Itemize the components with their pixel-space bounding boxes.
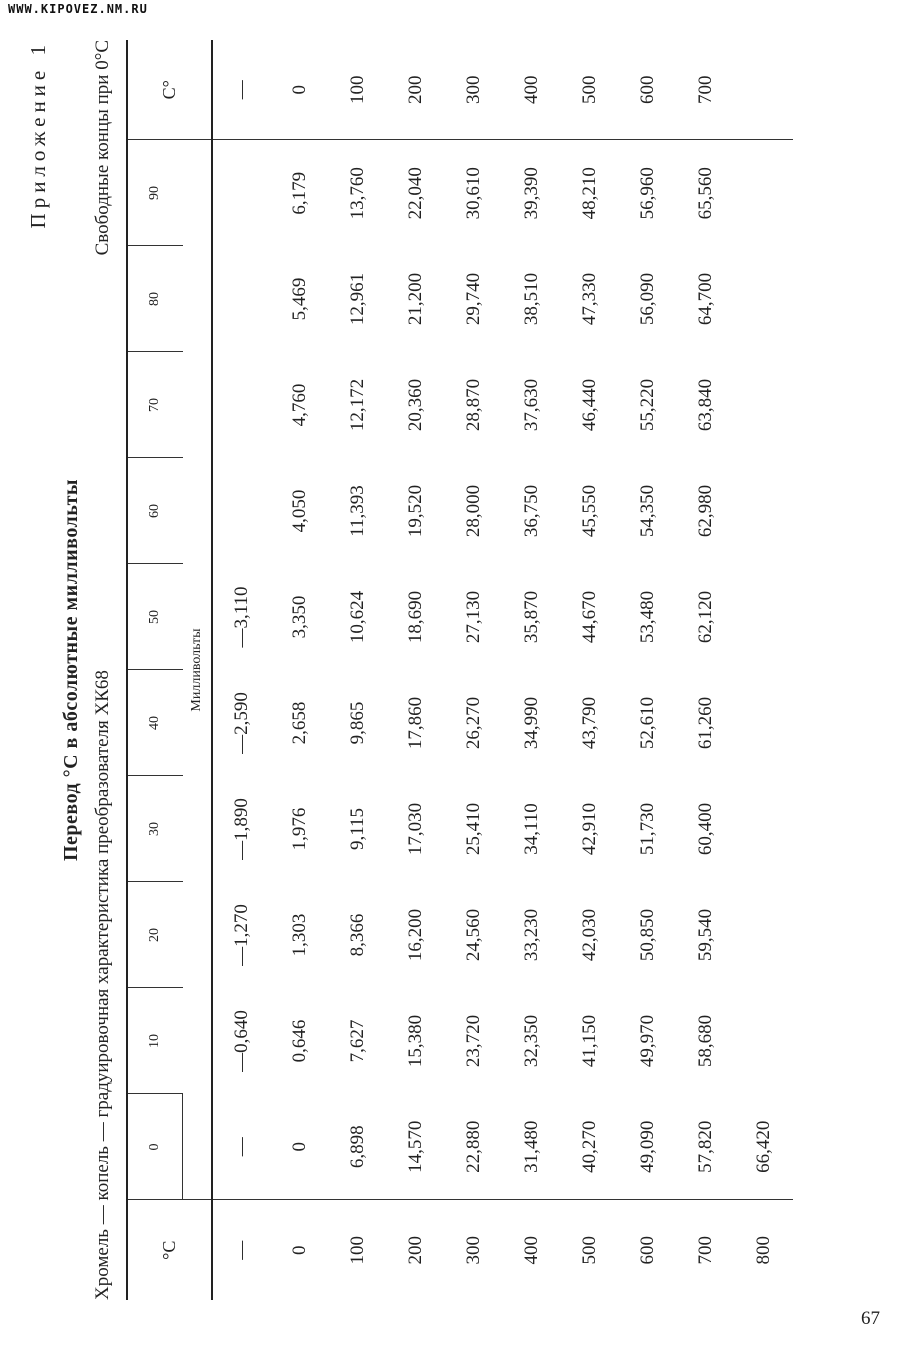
table-cell xyxy=(735,882,793,988)
table-cell: 8,366 xyxy=(347,913,368,957)
table-cell: 30,610 xyxy=(463,167,484,220)
table-cell: —0,640 xyxy=(212,988,271,1094)
table-cell xyxy=(735,776,793,882)
table-cell: 23,720 xyxy=(463,1014,484,1068)
table-cell: 55,220 xyxy=(637,378,658,432)
table-cell: 20,360 xyxy=(405,378,426,432)
table-cell: 34,990 xyxy=(521,696,542,750)
table-cell xyxy=(212,246,271,352)
table-cell: 18,690 xyxy=(405,590,426,644)
table-cell: 52,610 xyxy=(637,696,658,750)
table-cell: 36,750 xyxy=(521,484,542,538)
row-label-right: 0 xyxy=(271,40,329,140)
units-label: Милливольты xyxy=(183,140,213,1200)
table-cell: 19,520 xyxy=(405,484,426,538)
table-cell: —2,590 xyxy=(212,670,271,776)
table-row xyxy=(329,40,387,1300)
header-row xyxy=(127,40,183,1300)
table-cell: 22,040 xyxy=(405,167,426,220)
table-cell: 16,200 xyxy=(405,908,426,962)
table-cell: 0 xyxy=(289,1142,310,1152)
table-cell: 64,700 xyxy=(695,272,716,326)
row-label-right: 300 xyxy=(445,40,503,140)
table-cell: 56,960 xyxy=(637,167,658,220)
table-cell: 0,646 xyxy=(289,1019,310,1063)
row-label-right: 200 xyxy=(387,40,445,140)
table-cell: 27,130 xyxy=(463,590,484,644)
table-cell: —1,270 xyxy=(212,882,271,988)
table-cell: 17,030 xyxy=(405,802,426,856)
table-cell: 15,380 xyxy=(405,1014,426,1068)
table-body xyxy=(212,40,793,1300)
table-cell xyxy=(212,352,271,458)
table-cell: 56,090 xyxy=(637,272,658,326)
table-cell: 4,050 xyxy=(289,489,310,533)
row-label: 100 xyxy=(329,1200,387,1300)
table-row xyxy=(271,40,329,1300)
table-cell: 6,179 xyxy=(289,171,310,215)
table-cell: 54,350 xyxy=(637,484,658,538)
column-header: 10 xyxy=(127,988,183,1094)
table-cell: 49,090 xyxy=(637,1120,658,1173)
table-cell: 48,210 xyxy=(579,167,600,220)
table-cell: 35,870 xyxy=(521,590,542,644)
table-cell: 14,570 xyxy=(405,1120,426,1173)
column-header: 60 xyxy=(127,458,183,564)
row-label-right: 100 xyxy=(329,40,387,140)
appendix-label: Приложение 1 xyxy=(26,40,50,229)
table-row xyxy=(212,40,271,1300)
table-cell: 10,624 xyxy=(347,590,368,644)
table-cell: 42,030 xyxy=(579,908,600,962)
table-cell: 37,630 xyxy=(521,378,542,432)
row-label: 800 xyxy=(735,1200,793,1300)
row-label-right: 400 xyxy=(503,40,561,140)
table-cell xyxy=(735,564,793,670)
row-label: 200 xyxy=(387,1200,445,1300)
table-row xyxy=(619,40,677,1300)
row-label-right xyxy=(735,40,793,140)
site-url: WWW.KIPOVEZ.NM.RU xyxy=(8,2,148,16)
table-cell: 9,115 xyxy=(347,807,368,851)
table-cell: 11,393 xyxy=(347,485,368,537)
table-cell: 46,440 xyxy=(579,378,600,432)
table-cell: 21,200 xyxy=(405,272,426,326)
table-cell: 28,870 xyxy=(463,378,484,432)
table-cell: 59,540 xyxy=(695,908,716,962)
row-label-right: 600 xyxy=(619,40,677,140)
table-cell: 63,840 xyxy=(695,378,716,432)
row-label-right: 700 xyxy=(677,40,735,140)
conversion-table xyxy=(126,40,793,1300)
table-cell xyxy=(735,988,793,1094)
table-cell: 13,760 xyxy=(347,167,368,220)
table-cell: 39,390 xyxy=(521,167,542,220)
table-cell: — xyxy=(212,1094,271,1200)
table-row xyxy=(387,40,445,1300)
table-cell: 17,860 xyxy=(405,696,426,750)
column-header: 80 xyxy=(127,246,183,352)
table-title: Перевод °С в абсолютные милливольты xyxy=(60,478,82,862)
table-cell: 66,420 xyxy=(753,1120,774,1173)
table-cell: 65,560 xyxy=(695,167,716,220)
table-cell: 26,270 xyxy=(463,696,484,750)
table-cell: 29,740 xyxy=(463,272,484,326)
table-cell: 22,880 xyxy=(463,1120,484,1173)
table-cell: 34,110 xyxy=(521,803,542,855)
table-cell: 57,820 xyxy=(695,1120,716,1173)
rotated-page-content xyxy=(26,40,886,1300)
table-cell: 12,961 xyxy=(347,272,368,326)
row-label: 500 xyxy=(561,1200,619,1300)
table-cell: 45,550 xyxy=(579,484,600,538)
table-cell: 1,303 xyxy=(289,913,310,957)
table-cell xyxy=(212,140,271,246)
table-cell: 61,260 xyxy=(695,696,716,750)
table-cell: 58,680 xyxy=(695,1014,716,1068)
table-cell: 42,910 xyxy=(579,802,600,856)
table-cell xyxy=(735,140,793,246)
table-cell: 32,350 xyxy=(521,1014,542,1068)
row-label: 600 xyxy=(619,1200,677,1300)
table-cell: 62,120 xyxy=(695,590,716,644)
table-row xyxy=(503,40,561,1300)
units-row xyxy=(183,40,213,1300)
table-cell: 24,560 xyxy=(463,908,484,962)
column-header: 50 xyxy=(127,564,183,670)
table-cell: 33,230 xyxy=(521,908,542,962)
table-cell: 44,670 xyxy=(579,590,600,644)
row-label-right: — xyxy=(212,40,271,140)
table-cell: 60,400 xyxy=(695,802,716,856)
table-cell: 12,172 xyxy=(347,378,368,432)
table-cell: 25,410 xyxy=(463,802,484,856)
table-cell: 43,790 xyxy=(579,696,600,750)
table-cell: 62,980 xyxy=(695,484,716,538)
row-label: 700 xyxy=(677,1200,735,1300)
table-cell: —3,110 xyxy=(212,564,271,670)
table-row xyxy=(677,40,735,1300)
row-label: 400 xyxy=(503,1200,561,1300)
table-cell: 41,150 xyxy=(579,1014,600,1068)
row-label: 0 xyxy=(271,1200,329,1300)
table-cell: 9,865 xyxy=(347,701,368,745)
table-cell: 4,760 xyxy=(289,383,310,427)
subtitle-right: Свободные концы при 0°С xyxy=(92,40,113,256)
right-degree-header: С° xyxy=(127,40,212,140)
table-cell: 40,270 xyxy=(579,1120,600,1173)
table-cell xyxy=(212,458,271,564)
page-number: 67 xyxy=(861,1308,880,1329)
table-cell: 31,480 xyxy=(521,1120,542,1173)
column-header: 90 xyxy=(127,140,183,246)
table-row xyxy=(561,40,619,1300)
table-cell: 6,898 xyxy=(347,1125,368,1169)
table-cell: 49,970 xyxy=(637,1014,658,1068)
table-cell xyxy=(735,352,793,458)
table-cell xyxy=(735,458,793,564)
table-cell: 50,850 xyxy=(637,908,658,962)
table-cell: 3,350 xyxy=(289,595,310,639)
row-label: 300 xyxy=(445,1200,503,1300)
table-cell: —1,890 xyxy=(212,776,271,882)
table-cell: 53,480 xyxy=(637,590,658,644)
column-header: 70 xyxy=(127,352,183,458)
column-header: 20 xyxy=(127,882,183,988)
table-cell xyxy=(735,670,793,776)
table-cell: 51,730 xyxy=(637,802,658,856)
left-degree-header: °С xyxy=(127,1200,212,1300)
table-row xyxy=(445,40,503,1300)
table-cell: 7,627 xyxy=(347,1019,368,1063)
table-cell: 47,330 xyxy=(579,272,600,326)
column-header: 0 xyxy=(127,1094,183,1200)
table-cell: 1,976 xyxy=(289,807,310,851)
table-row xyxy=(735,40,793,1300)
column-header: 40 xyxy=(127,670,183,776)
table-cell: 5,469 xyxy=(289,277,310,321)
table-cell: 28,000 xyxy=(463,484,484,538)
table-cell xyxy=(735,246,793,352)
row-label: — xyxy=(212,1200,271,1300)
table-cell: 38,510 xyxy=(521,272,542,326)
row-label-right: 500 xyxy=(561,40,619,140)
subtitle-left: Хромель — копель — градуировочная характеристика преобразователя ХК68 xyxy=(92,670,113,1300)
table-cell: 2,658 xyxy=(289,701,310,745)
column-header: 30 xyxy=(127,776,183,882)
